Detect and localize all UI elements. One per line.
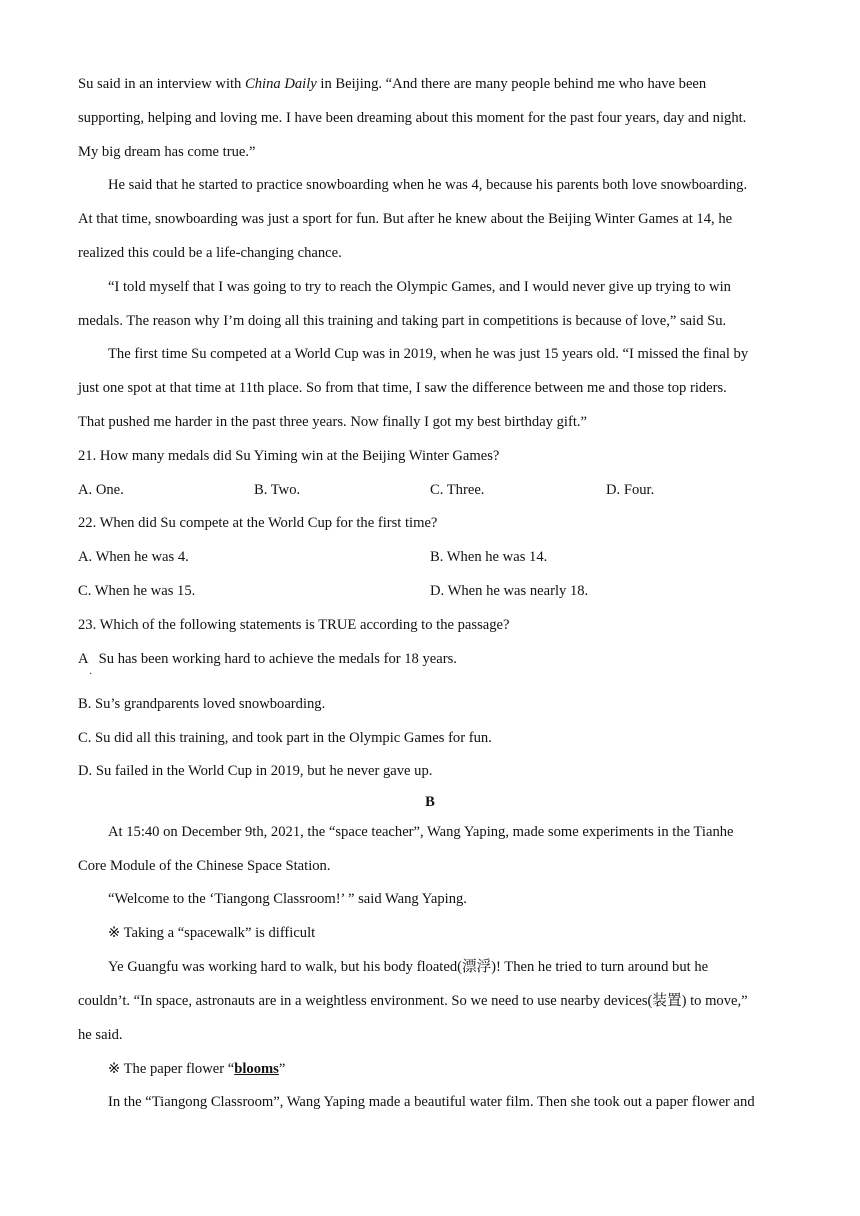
- q21-option-b: B. Two.: [254, 482, 301, 498]
- stray-dot-mark: ·: [89, 669, 93, 680]
- q22-option-b: B. When he was 14.: [430, 549, 548, 565]
- passage-a-line: He said that he started to practice snowboarding when he was 4, because his parents both love snowboarding.: [108, 177, 748, 193]
- passage-a-line: medals. The reason why I’m doing all this training and taking part in competitions is because of love,” said Su.: [78, 313, 727, 329]
- subheading-spacewalk: ※ Taking a “spacewalk” is difficult: [108, 925, 316, 941]
- passage-a-line: “I told myself that I was going to try to reach the Olympic Games, and I would never give up trying to win: [108, 279, 731, 295]
- passage-a-line: [78, 75, 706, 93]
- q21-option-c: C. Three.: [430, 482, 485, 498]
- passage-b-line: At 15:40 on December 9th, 2021, the “space teacher”, Wang Yaping, made some experiments in the Tianhe: [108, 824, 734, 840]
- text-span: in Beijing. “And there are many people behind me who have been: [316, 76, 707, 92]
- passage-b-line: “Welcome to the ‘Tiangong Classroom!’ ” said Wang Yaping.: [108, 891, 467, 907]
- passage-a-line: supporting, helping and loving me. I have been dreaming about this moment for the past four years, day and night.: [78, 110, 747, 126]
- text-span: Su said in an interview with: [78, 76, 245, 92]
- passage-a-line: realized this could be a life-changing chance.: [78, 245, 342, 261]
- subheading-paper-flower: [108, 1060, 285, 1078]
- q23-option-b: B. Su’s grandparents loved snowboarding.: [78, 696, 326, 712]
- underlined-word: blooms: [234, 1061, 279, 1077]
- q21-option-a: A. One.: [78, 482, 124, 498]
- newspaper-name: China Daily: [245, 76, 317, 92]
- q22-option-a: A. When he was 4.: [78, 549, 189, 565]
- question-23: 23. Which of the following statements is TRUE according to the passage?: [78, 617, 510, 633]
- q22-option-d: D. When he was nearly 18.: [430, 583, 589, 599]
- passage-a-line: At that time, snowboarding was just a sport for fun. But after he knew about the Beijing Winter Games at 14, he: [78, 211, 733, 227]
- passage-b-line: couldn’t. “In space, astronauts are in a weightless environment. So we need to use nearby devices(装置) to move,”: [78, 993, 748, 1009]
- question-21: 21. How many medals did Su Yiming win at the Beijing Winter Games?: [78, 448, 500, 464]
- question-22: 22. When did Su compete at the World Cup for the first time?: [78, 515, 438, 531]
- passage-b-line: he said.: [78, 1027, 123, 1043]
- passage-a-line: The first time Su competed at a World Cup was in 2019, when he was just 15 years old. “I missed the final by: [108, 346, 749, 362]
- passage-b-line: Ye Guangfu was working hard to walk, but his body floated(漂浮)! Then he tried to turn around but he: [108, 959, 709, 975]
- passage-a-line: That pushed me harder in the past three years. Now finally I got my best birthday gift.”: [78, 414, 588, 430]
- passage-a-line: just one spot at that time at 11th place. So from that time, I saw the difference between me and those top riders.: [78, 380, 727, 396]
- passage-b-line: Core Module of the Chinese Space Station.: [78, 858, 331, 874]
- passage-b-line: In the “Tiangong Classroom”, Wang Yaping made a beautiful water film. Then she took out a paper flower and: [108, 1094, 755, 1110]
- text-span: ※ The paper flower “: [108, 1061, 235, 1077]
- passage-a-line: My big dream has come true.”: [78, 144, 256, 160]
- text-span: ”: [278, 1061, 286, 1077]
- q22-option-c: C. When he was 15.: [78, 583, 196, 599]
- passage-b-heading: B: [425, 794, 435, 810]
- q23-option-a: A Su has been working hard to achieve the medals for 18 years.: [78, 651, 457, 667]
- q21-option-d: D. Four.: [606, 482, 655, 498]
- q23-option-c: C. Su did all this training, and took part in the Olympic Games for fun.: [78, 730, 492, 746]
- q23-option-d: D. Su failed in the World Cup in 2019, but he never gave up.: [78, 763, 433, 779]
